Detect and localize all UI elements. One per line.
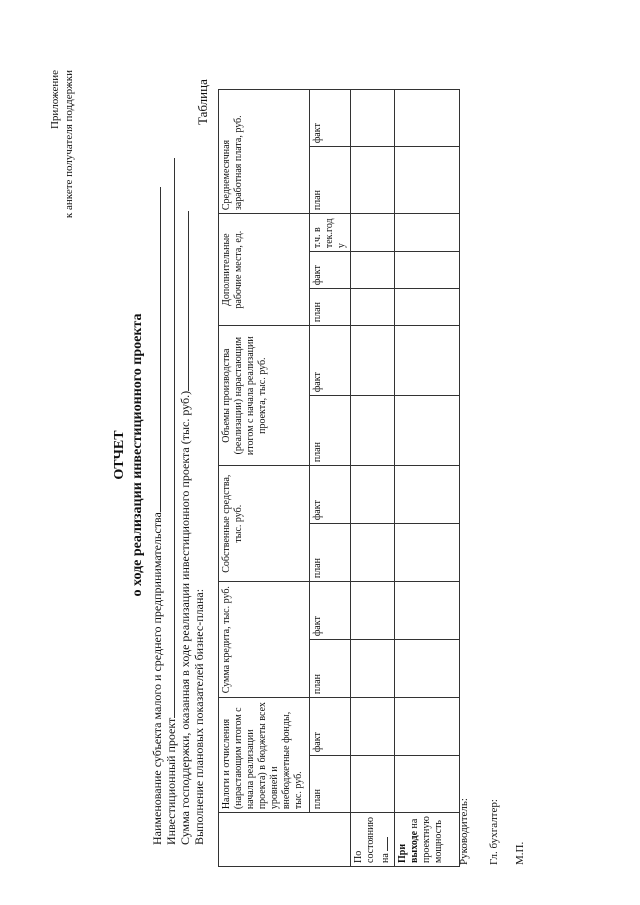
jobs-current-year-header: т.ч. в тек.год у (310, 214, 351, 252)
row-header-corner (219, 813, 351, 867)
table-cell[interactable] (395, 698, 460, 756)
row-label-full-capacity (395, 813, 460, 867)
table-cell[interactable] (395, 252, 460, 289)
table-cell[interactable] (395, 147, 460, 214)
table-row (351, 90, 395, 867)
table-cell[interactable] (351, 326, 395, 396)
table-cell[interactable] (351, 698, 395, 756)
head-signature-label: Руководитель: (458, 798, 470, 865)
group-salary: Среднемесячная заработная плата, руб. (219, 90, 310, 214)
entity-name-field (150, 187, 164, 845)
group-production: Объемы производства (реализации) нарастающим итогом с начала реализации проекта, тыс. руб. (219, 326, 310, 466)
investment-project-blank (164, 158, 175, 718)
row-label-full-capacity-bold: При выходе (397, 830, 420, 863)
appendix-note (48, 70, 76, 250)
row-label-full-capacity-text: на проектную мощность (409, 816, 444, 863)
own-funds-fact-header: факт (310, 466, 351, 524)
support-amount-label: Сумма господдержки, оказанная в ходе реализации инвестиционного проекта (тыс. руб.) (178, 390, 192, 845)
table-cell[interactable] (351, 252, 395, 289)
production-plan-header: план (310, 396, 351, 466)
table-cell[interactable] (395, 524, 460, 582)
table-cell[interactable] (351, 582, 395, 640)
investment-project-field (164, 158, 178, 845)
group-taxes: Налоги и отчисления (нарастающим итогом с начала реализации проекта) в бюджеты всех уровней и внебюджетные фонды, тыс. руб. (219, 698, 310, 813)
row-label-as-of-text: По состоянию на (353, 817, 391, 863)
table-cell[interactable] (351, 214, 395, 252)
table-cell[interactable] (395, 214, 460, 252)
table-cell[interactable] (351, 756, 395, 813)
table-cell[interactable] (395, 640, 460, 698)
plan-execution-label: Выполнение плановых показателей бизнес-плана: (192, 588, 206, 845)
table-cell[interactable] (351, 466, 395, 524)
plan-execution-field (192, 589, 206, 845)
table-cell[interactable] (351, 289, 395, 326)
appendix-line-2: к анкете получателя поддержки (63, 70, 75, 219)
document-subtitle: о ходе реализации инвестиционного проекта (130, 313, 145, 597)
taxes-fact-header: факт (310, 698, 351, 756)
entity-name-blank (150, 187, 161, 512)
table-cell[interactable] (395, 582, 460, 640)
entity-name-label: Наименование субъекта малого и среднего предпринимательства (150, 512, 164, 845)
accountant-signature-label: Гл. бухгалтер: (488, 799, 500, 865)
seal-label: М.П. (514, 841, 526, 865)
report-table (218, 89, 460, 867)
taxes-plan-header: план (310, 756, 351, 813)
salary-plan-header: план (310, 147, 351, 214)
table-cell[interactable] (351, 524, 395, 582)
production-fact-header: факт (310, 326, 351, 396)
credit-plan-header: план (310, 640, 351, 698)
table-cell[interactable] (395, 756, 460, 813)
table-cell[interactable] (351, 396, 395, 466)
table-cell[interactable] (395, 466, 460, 524)
document-title: ОТЧЕТ (112, 430, 127, 480)
support-amount-blank (178, 211, 189, 391)
credit-fact-header: факт (310, 582, 351, 640)
investment-project-label: Инвестиционный проект (164, 717, 178, 845)
salary-fact-header: факт (310, 90, 351, 147)
jobs-plan-header: план (310, 289, 351, 326)
support-amount-field (178, 211, 192, 845)
table-cell[interactable] (395, 396, 460, 466)
table-cell[interactable] (351, 90, 395, 147)
table-caption: Таблица (195, 79, 210, 125)
date-blank (377, 837, 388, 851)
row-label-as-of (351, 813, 395, 867)
appendix-line-1: Приложение (49, 70, 61, 130)
own-funds-plan-header: план (310, 524, 351, 582)
table-cell[interactable] (351, 147, 395, 214)
table-cell[interactable] (395, 326, 460, 396)
group-credit: Сумма кредита, тыс. руб. (219, 582, 310, 698)
table-cell[interactable] (395, 289, 460, 326)
table-row (395, 90, 460, 867)
group-jobs: Дополнительные рабочие места, ед. (219, 214, 310, 326)
table-cell[interactable] (351, 640, 395, 698)
jobs-fact-header: факт (310, 252, 351, 289)
table-cell[interactable] (395, 90, 460, 147)
group-own-funds: Собственные средства, тыс. руб. (219, 466, 310, 582)
